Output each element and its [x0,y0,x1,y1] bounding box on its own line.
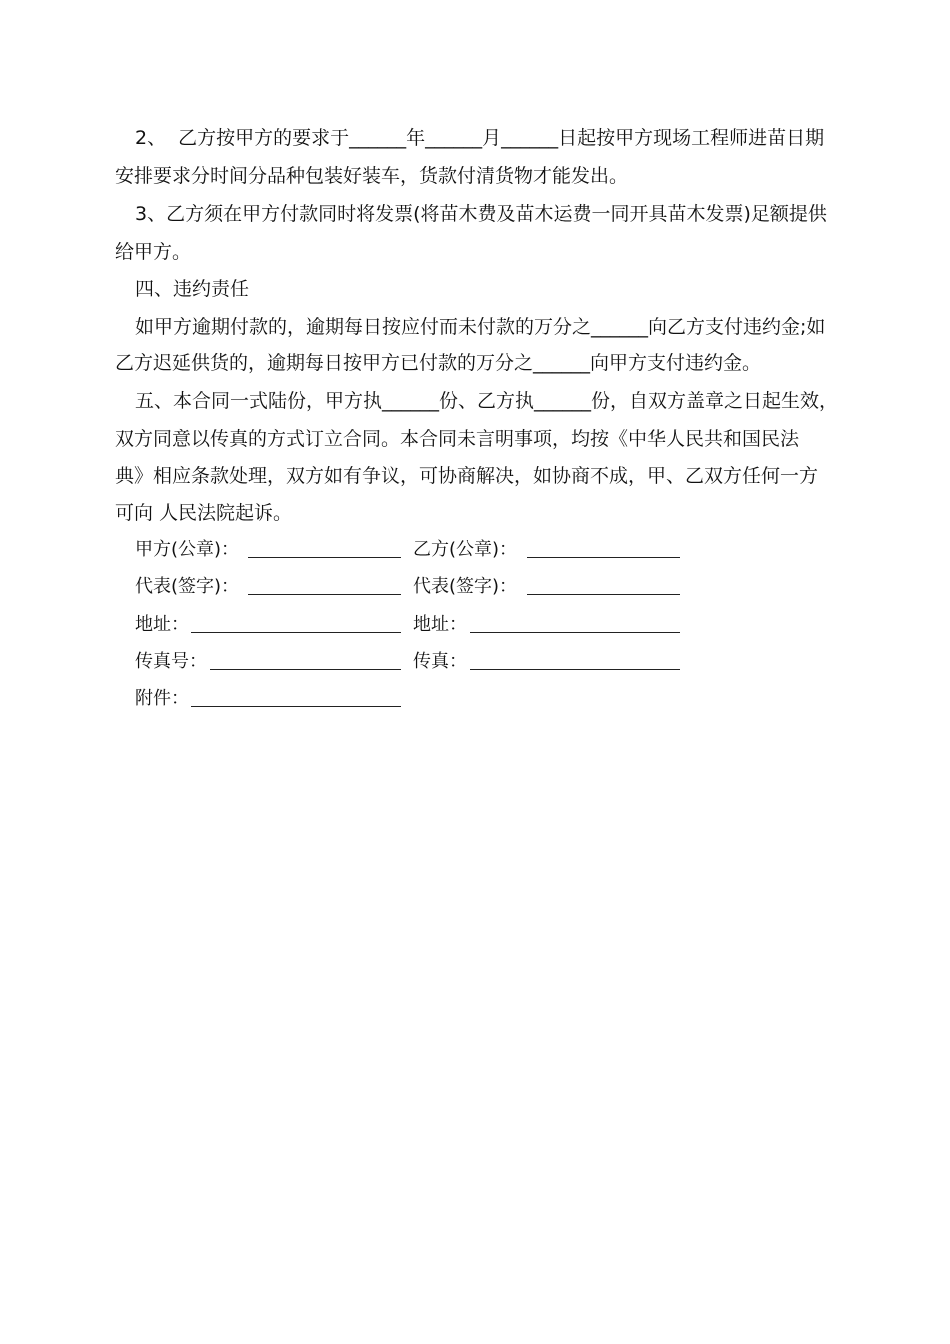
party-a-seal-label: 甲方(公章)： [135,539,240,560]
rep-a-label: 代表(签字)： [135,576,240,597]
section-heading-breach: 四、违约责任 [135,278,250,300]
section-5-line-2: 双方同意以传真的方式订立合同。本合同未言明事项，均按《中华人民共和国民法 [115,428,800,450]
clause-2-line-1: 2、 乙方按甲方的要求于______年______月______日起按甲方现场工程师进苗日期 [135,127,825,149]
fax-a-label: 传真号： [135,651,207,672]
party-b-seal-field[interactable] [527,557,680,558]
address-a-label: 地址： [135,614,189,635]
rep-b-label: 代表(签字)： [413,576,518,597]
clause-2-line-2: 安排要求分时间分品种包装好装车，货款付清货物才能发出。 [115,165,629,187]
rep-b-field[interactable] [527,594,680,595]
attachment-field[interactable] [191,706,401,707]
section-5-line-3: 典》相应条款处理，双方如有争议，可协商解决，如协商不成，甲、乙双方任何一方 [115,465,819,487]
rep-a-field[interactable] [248,594,401,595]
fax-b-label: 传真： [413,651,467,672]
party-b-seal-label: 乙方(公章)： [413,539,518,560]
clause-3-line-1: 3、乙方须在甲方付款同时将发票(将苗木费及苗木运费一同开具苗木发票)足额提供 [135,203,827,225]
address-a-field[interactable] [191,632,401,633]
breach-line-2: 乙方迟延供货的，逾期每日按甲方已付款的万分之______向甲方支付违约金。 [115,352,762,374]
section-5-line-4: 可向 人民法院起诉。 [115,502,293,524]
section-5-line-1: 五、本合同一式陆份，甲方执______份、乙方执______份，自双方盖章之日起生效， [135,390,839,412]
fax-b-field[interactable] [470,669,680,670]
fax-a-field[interactable] [210,669,401,670]
address-b-field[interactable] [470,632,680,633]
address-b-label: 地址： [413,614,467,635]
party-a-seal-field[interactable] [248,557,401,558]
clause-3-line-2: 给甲方。 [115,241,192,263]
attachment-label: 附件： [135,688,189,709]
breach-line-1: 如甲方逾期付款的，逾期每日按应付而未付款的万分之______向乙方支付违约金;如 [135,316,826,338]
